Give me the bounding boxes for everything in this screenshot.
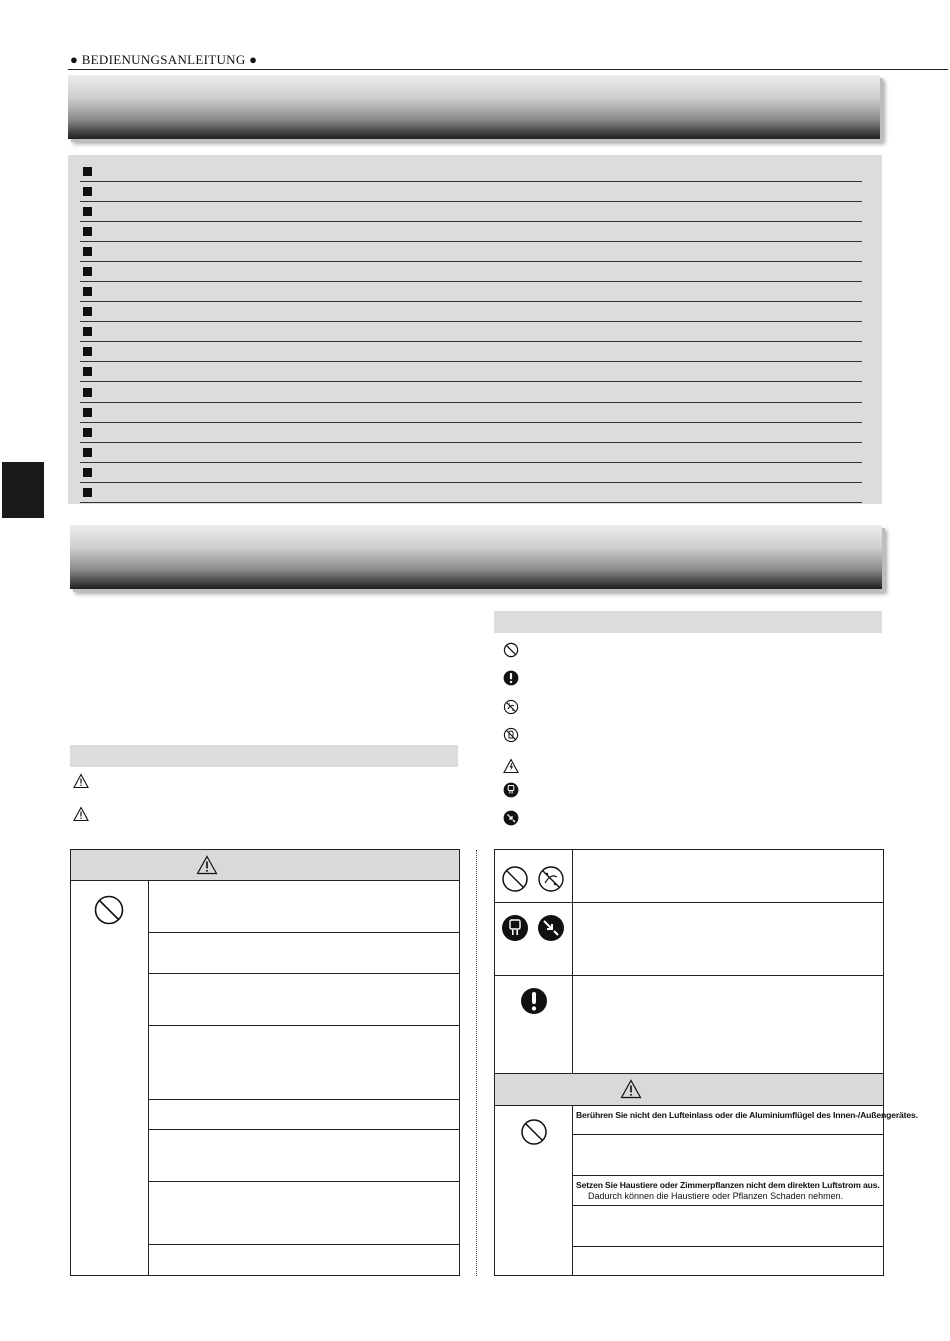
- table-row-rule: [495, 975, 883, 976]
- square-bullet-icon: [83, 327, 92, 336]
- square-bullet-icon: [83, 287, 92, 296]
- square-bullet-icon: [83, 468, 92, 477]
- table-row-rule: [148, 1025, 459, 1026]
- caution-triangle-icon: [73, 806, 89, 822]
- table-row-rule: [572, 1205, 883, 1206]
- contents-row: [80, 203, 862, 222]
- contents-banner: [68, 75, 880, 139]
- square-bullet-icon: [83, 388, 92, 397]
- header-rule: [68, 69, 948, 70]
- square-bullet-icon: [83, 448, 92, 457]
- caution-note-pets-detail: Dadurch können die Haustiere oder Pflanzen Schaden nehmen.: [588, 1191, 844, 1201]
- contents-row: [80, 283, 862, 302]
- contents-row: [80, 424, 862, 443]
- contents-panel: [68, 155, 882, 504]
- symbols-bar: [494, 611, 882, 633]
- prohibited-icon: [503, 642, 519, 658]
- square-bullet-icon: [83, 488, 92, 497]
- no-wet-hands-icon: [537, 865, 565, 893]
- table-row-rule: [148, 1181, 459, 1182]
- contents-row: [80, 263, 862, 282]
- contents-list: [80, 163, 862, 504]
- warning-table-header: [71, 850, 459, 881]
- prohibited-icon: [520, 1118, 548, 1146]
- prohibited-icon: [93, 894, 125, 926]
- caution-note-pets: Setzen Sie Haustiere oder Zimmerpflanzen nicht dem direkten Luftstrom aus.: [576, 1180, 880, 1190]
- warning-table-divider: [148, 881, 149, 1275]
- square-bullet-icon: [83, 428, 92, 437]
- contents-row: [80, 303, 862, 322]
- warning-triangle-icon: [196, 855, 218, 875]
- contents-row: [80, 384, 862, 403]
- square-bullet-icon: [83, 267, 92, 276]
- caution-table-header: [495, 1073, 883, 1106]
- contents-row: [80, 484, 862, 503]
- square-bullet-icon: [83, 187, 92, 196]
- unplug-icon: [501, 914, 529, 942]
- table-row-rule: [148, 1099, 459, 1100]
- contents-row: [80, 163, 862, 182]
- prohibited-icon: [501, 865, 529, 893]
- table-row-rule: [148, 932, 459, 933]
- safety-banner: [70, 525, 882, 589]
- square-bullet-icon: [83, 408, 92, 417]
- contents-row: [80, 343, 862, 362]
- unplug-icon: [503, 782, 519, 798]
- square-bullet-icon: [83, 347, 92, 356]
- contents-row: [80, 444, 862, 463]
- square-bullet-icon: [83, 227, 92, 236]
- ground-icon: [503, 810, 519, 826]
- table-divider: [572, 850, 573, 1073]
- contents-row: [80, 464, 862, 483]
- table-row-rule: [572, 1246, 883, 1247]
- contents-row: [80, 404, 862, 423]
- square-bullet-icon: [83, 207, 92, 216]
- warning-table: [70, 849, 460, 1276]
- electric-shock-warning-icon: [503, 758, 519, 774]
- table-row-rule: [572, 1134, 883, 1135]
- manual-header-label: ● BEDIENUNGSANLEITUNG ●: [70, 52, 258, 67]
- table-row-rule: [148, 1129, 459, 1130]
- table-row-rule: [572, 1175, 883, 1176]
- table-row-rule: [495, 902, 883, 903]
- contents-row: [80, 223, 862, 242]
- contents-row: [80, 323, 862, 342]
- square-bullet-icon: [83, 307, 92, 316]
- exclamation-icon: [520, 987, 548, 1015]
- warning-table-continued: [494, 849, 918, 1276]
- language-side-tab: [2, 462, 44, 518]
- exclamation-icon: [503, 670, 519, 686]
- table-row-rule: [148, 1244, 459, 1245]
- square-bullet-icon: [83, 167, 92, 176]
- square-bullet-icon: [83, 367, 92, 376]
- contents-row: [80, 183, 862, 202]
- contents-row: [80, 363, 862, 382]
- ground-icon: [537, 914, 565, 942]
- no-water-icon: [503, 727, 519, 743]
- square-bullet-icon: [83, 247, 92, 256]
- signal-words-bar: [70, 745, 458, 767]
- caution-triangle-icon: [620, 1079, 642, 1099]
- table-row-rule: [148, 973, 459, 974]
- column-separator: [476, 850, 477, 1276]
- contents-row: [80, 243, 862, 262]
- no-wet-hands-icon: [503, 699, 519, 715]
- warning-triangle-icon: [73, 773, 89, 789]
- caution-table-divider: [572, 1105, 573, 1275]
- caution-note-touch: Berühren Sie nicht den Lufteinlass oder die Aluminiumflügel des Innen-/Außengerätes.: [576, 1110, 918, 1120]
